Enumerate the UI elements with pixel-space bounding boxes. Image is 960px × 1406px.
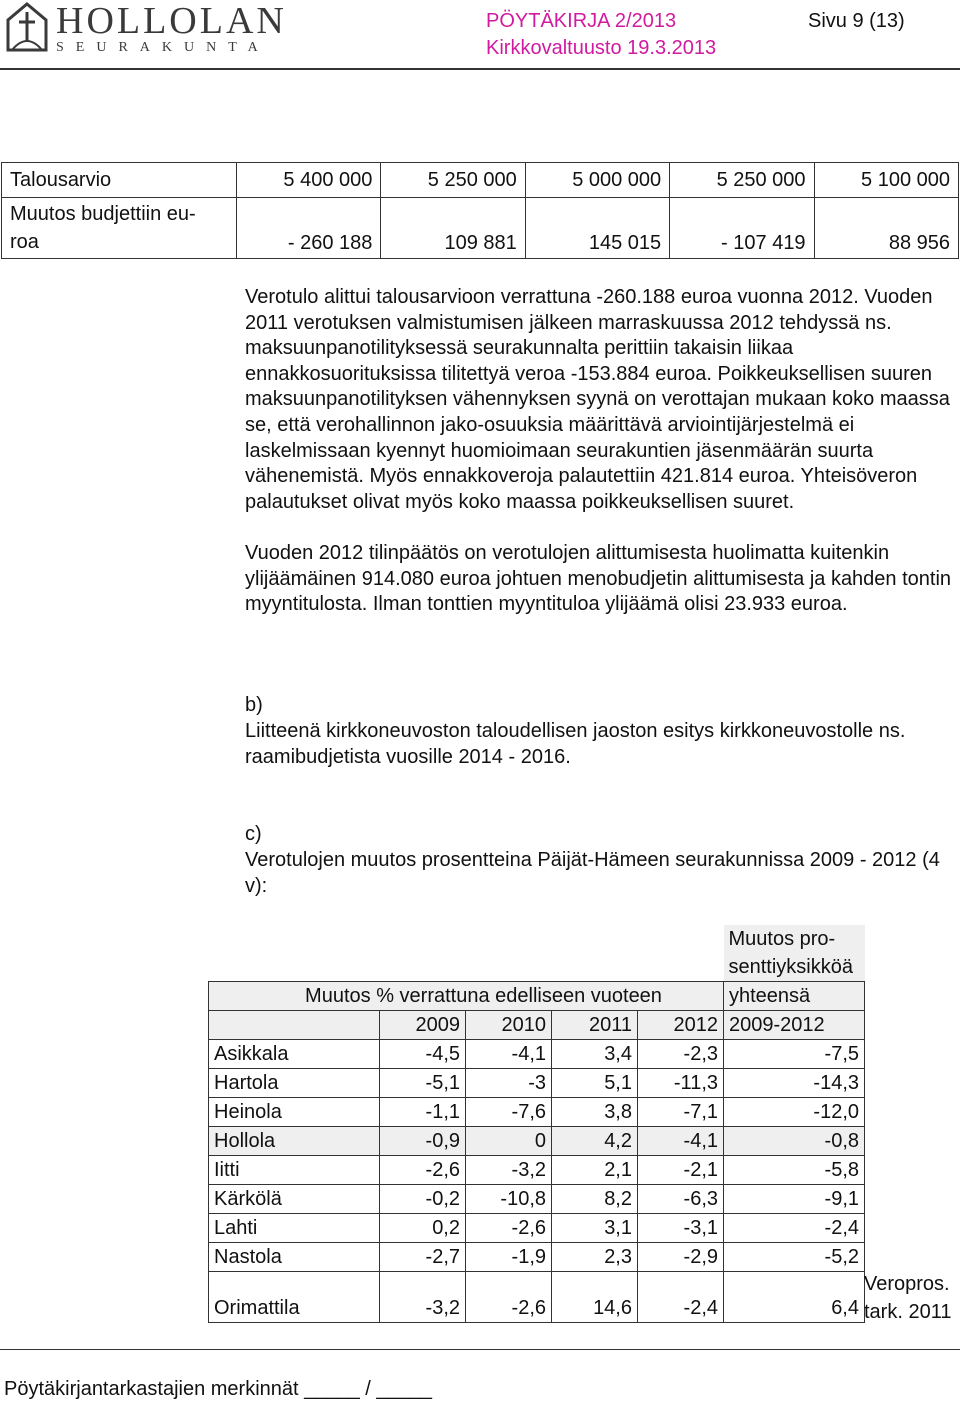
logo — [4, 2, 287, 56]
table-cell: -4,1 — [466, 1040, 552, 1069]
table-cell: -2,6 — [466, 1272, 552, 1323]
table-cell: 14,6 — [552, 1272, 638, 1323]
municipality-name: Asikkala — [209, 1040, 380, 1069]
year-header: 2009-2012 — [724, 1011, 865, 1040]
table-cell: 5,1 — [552, 1069, 638, 1098]
table-cell: -10,8 — [466, 1185, 552, 1214]
year-header: 2009 — [380, 1011, 466, 1040]
total-header: Muutos pro- — [724, 925, 865, 953]
row-label-line: roa — [10, 231, 39, 253]
total-cell: -9,1 — [724, 1185, 865, 1214]
table-cell: 109 881 — [381, 198, 525, 259]
table-cell: 5 000 000 — [525, 163, 669, 198]
side-note — [864, 1270, 951, 1326]
group-header: Muutos % verrattuna edelliseen vuoteen — [209, 982, 724, 1011]
table-cell: -2,4 — [638, 1272, 724, 1323]
total-cell: -5,2 — [724, 1243, 865, 1272]
table-cell: -4,5 — [380, 1040, 466, 1069]
year-header: 2010 — [466, 1011, 552, 1040]
row-label — [2, 198, 237, 259]
table-cell: -2,3 — [638, 1040, 724, 1069]
table-cell: 2,1 — [552, 1156, 638, 1185]
table-cell: -3,1 — [638, 1214, 724, 1243]
year-header: 2012 — [638, 1011, 724, 1040]
table-cell: 8,2 — [552, 1185, 638, 1214]
table-cell: -2,7 — [380, 1243, 466, 1272]
table-cell: 88 956 — [814, 198, 958, 259]
table-cell: -7,6 — [466, 1098, 552, 1127]
table-cell: -3,2 — [466, 1156, 552, 1185]
municipality-name: Lahti — [209, 1214, 380, 1243]
row-label-line: Muutos budjettiin eu- — [10, 203, 196, 225]
total-cell: -7,5 — [724, 1040, 865, 1069]
table-header-row — [209, 1011, 865, 1040]
tax-change-table — [208, 925, 865, 1323]
table-cell: -1,9 — [466, 1243, 552, 1272]
church-logo-icon — [4, 2, 50, 52]
table-cell: 4,2 — [552, 1127, 638, 1156]
table-cell: 5 250 000 — [670, 163, 814, 198]
table-cell: 3,1 — [552, 1214, 638, 1243]
table-row — [209, 1069, 865, 1098]
table-cell: - 260 188 — [237, 198, 381, 259]
section-b-label: b) — [245, 694, 263, 716]
table-cell: -11,3 — [638, 1069, 724, 1098]
budget-table — [1, 162, 959, 259]
table-cell: -5,1 — [380, 1069, 466, 1098]
total-cell: 6,4 — [724, 1272, 865, 1323]
table-row — [209, 925, 865, 953]
table-cell: 0,2 — [380, 1214, 466, 1243]
municipality-name: Kärkölä — [209, 1185, 380, 1214]
table-cell: 5 100 000 — [814, 163, 958, 198]
total-cell: -14,3 — [724, 1069, 865, 1098]
municipality-name: Heinola — [209, 1098, 380, 1127]
table-row — [209, 1040, 865, 1069]
table-row — [209, 953, 865, 982]
table-cell: -2,6 — [466, 1214, 552, 1243]
total-cell: -2,4 — [724, 1214, 865, 1243]
logo-name: HOLLOLAN — [56, 0, 287, 42]
row-label: Talousarvio — [2, 163, 237, 198]
table-cell: -2,9 — [638, 1243, 724, 1272]
explanation-paragraph: Verotulo alittui talousarvioon verrattuna -260.188 euroa vuonna 2012. Vuoden 2011 verotuksen valmistumisen jälkeen marraskuussa 2012 tehdyssä ns. maksuunpanotilityksessä seurakunnalta perittiin takaisin liikaa ennakkosuorituksissa tilitettyä veroa -153.884 euroa. Poikkeuksellisen suuren maksuunpanotilityksen vähennyksen syynä on verottajan mukaan koko maassa se, että verohallinnon jako-osuuksia määrittävä arviointijärjestelmä ei laskelmissaan kyennyt huomioimaan seurakuntien jäsenmäärän suurta vähenemistä. Myös ennakkoveroja palautettiin 421.814 euroa. Yhteisöveron palautukset olivat myös koko maassa poikkeuksellisen suuret. — [245, 286, 950, 513]
table-row — [209, 1185, 865, 1214]
total-header: senttiyksikköä — [724, 953, 865, 982]
page-number: Sivu 9 (13) — [808, 10, 905, 32]
meeting-date: Kirkkovaltuusto 19.3.2013 — [486, 37, 717, 59]
total-cell: -5,8 — [724, 1156, 865, 1185]
municipality-name: Hollola — [209, 1127, 380, 1156]
document-title: PÖYTÄKIRJA 2/2013 — [486, 10, 677, 32]
table-cell: -0,2 — [380, 1185, 466, 1214]
table-cell: 5 400 000 — [237, 163, 381, 198]
total-cell: -12,0 — [724, 1098, 865, 1127]
table-cell: -6,3 — [638, 1185, 724, 1214]
table-row — [209, 1214, 865, 1243]
table-cell: 3,8 — [552, 1098, 638, 1127]
explanation-paragraph-2: Vuoden 2012 tilinpäätös on verotulojen alittumisesta huolimatta kuitenkin ylijäämäinen 914.080 euroa johtuen menobudjetin alittumisesta ja kahden tontin myyntitulosta. Ilman tonttien myyntituloa ylijäämä olisi 23.933 euroa. — [245, 542, 952, 616]
total-cell: -0,8 — [724, 1127, 865, 1156]
side-note-line: Veropros. — [864, 1273, 950, 1295]
table-cell: -2,1 — [638, 1156, 724, 1185]
section-c-label: c) — [245, 823, 262, 845]
table-cell: -4,1 — [638, 1127, 724, 1156]
section-b-text: Liitteenä kirkkoneuvoston taloudellisen jaoston esitys kirkkoneuvostolle ns. raamibudjetista vuosille 2014 - 2016. — [245, 720, 906, 768]
table-cell: 2,3 — [552, 1243, 638, 1272]
table-header-row — [209, 982, 865, 1011]
table-cell: -7,1 — [638, 1098, 724, 1127]
table-row — [209, 1272, 865, 1323]
section-c-text: Verotulojen muutos prosentteina Päijät-Hämeen seurakunnissa 2009 - 2012 (4 v): — [245, 849, 940, 897]
table-cell: -0,9 — [380, 1127, 466, 1156]
table-cell: - 107 419 — [670, 198, 814, 259]
table-row — [2, 198, 959, 259]
year-header: 2011 — [552, 1011, 638, 1040]
table-cell: 145 015 — [525, 198, 669, 259]
header-divider — [0, 68, 960, 70]
table-row — [209, 1156, 865, 1185]
table-cell: -1,1 — [380, 1098, 466, 1127]
table-row — [2, 163, 959, 198]
total-header: yhteensä — [724, 982, 865, 1011]
municipality-name: Nastola — [209, 1243, 380, 1272]
footer-signatures: Pöytäkirjantarkastajien merkinnät _____ / _____ — [4, 1378, 433, 1400]
table-row — [209, 1127, 865, 1156]
municipality-name: Iitti — [209, 1156, 380, 1185]
footer-divider — [0, 1349, 960, 1350]
table-cell: -2,6 — [380, 1156, 466, 1185]
table-cell: 3,4 — [552, 1040, 638, 1069]
table-cell: -3 — [466, 1069, 552, 1098]
municipality-name: Orimattila — [209, 1272, 380, 1323]
side-note-line: tark. 2011 — [864, 1301, 952, 1323]
municipality-name: Hartola — [209, 1069, 380, 1098]
table-cell: -3,2 — [380, 1272, 466, 1323]
table-row — [209, 1098, 865, 1127]
table-cell: 5 250 000 — [381, 163, 525, 198]
table-cell: 0 — [466, 1127, 552, 1156]
table-row — [209, 1243, 865, 1272]
logo-subtitle: SEURAKUNTA — [56, 40, 270, 55]
